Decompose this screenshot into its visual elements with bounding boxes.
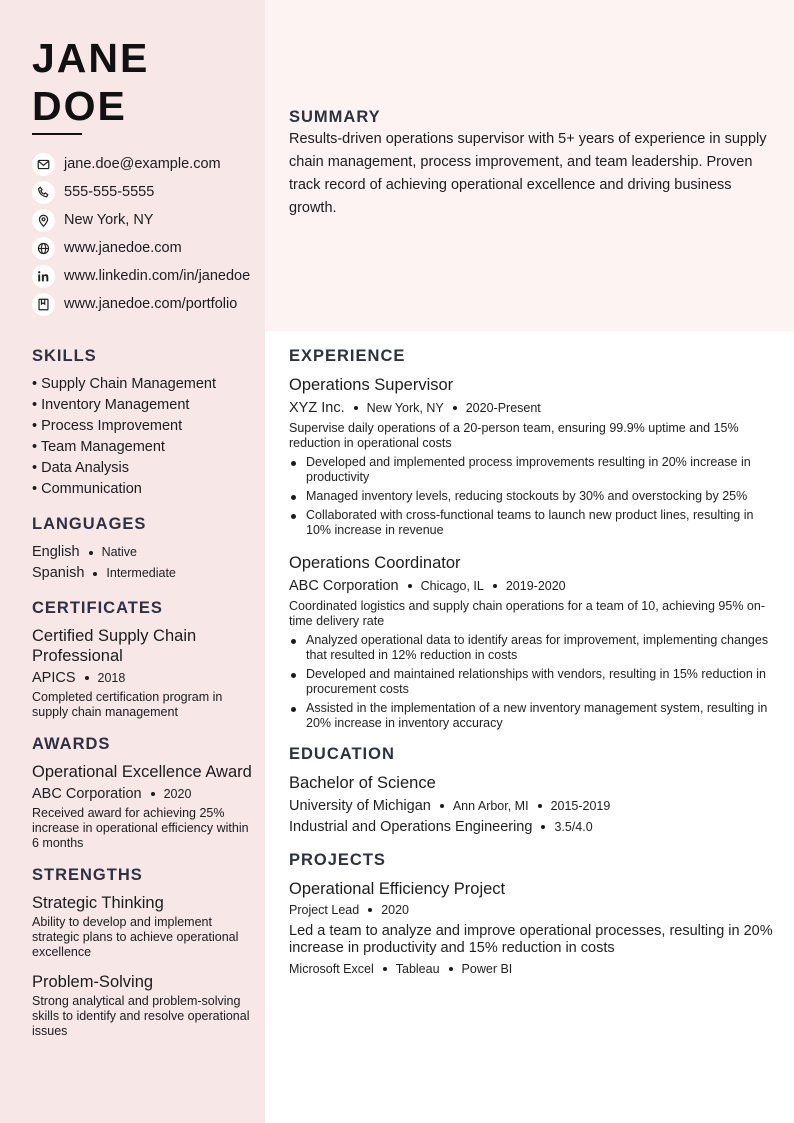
strength-description: Strong analytical and problem-solving skills to identify and resolve operational issues bbox=[32, 994, 250, 1038]
project-tool: Microsoft Excel bbox=[289, 962, 374, 976]
separator-dot bbox=[368, 908, 372, 912]
language-item bbox=[32, 563, 257, 584]
certificate-issuer: APICS bbox=[32, 670, 76, 686]
skills-heading: SKILLS bbox=[32, 347, 97, 365]
separator-dot bbox=[354, 406, 358, 410]
contact-text: 555-555-5555 bbox=[64, 184, 155, 200]
contact-text: jane.doe@example.com bbox=[64, 156, 221, 172]
job-dates: 2019-2020 bbox=[505, 579, 566, 593]
phone-icon bbox=[32, 181, 55, 204]
language-name: English bbox=[32, 544, 80, 560]
separator-dot bbox=[408, 584, 412, 588]
certificates-heading: CERTIFICATES bbox=[32, 599, 163, 617]
education-field: Industrial and Operations Engineering bbox=[289, 819, 533, 835]
project-year: 2020 bbox=[381, 903, 409, 917]
job-company: ABC Corporation bbox=[289, 578, 399, 594]
full-name bbox=[32, 34, 149, 130]
project-tool: Power BI bbox=[461, 962, 513, 976]
globe-icon bbox=[32, 237, 55, 260]
experience-heading: EXPERIENCE bbox=[289, 347, 406, 365]
education-heading: EDUCATION bbox=[289, 745, 395, 763]
job-location: Chicago, IL bbox=[420, 579, 484, 593]
contact-text: www.janedoe.com bbox=[64, 240, 182, 256]
job-bullet: Managed inventory levels, reducing stockouts by 30% and overstocking by 25% bbox=[289, 489, 774, 504]
award-description: Received award for achieving 25% increase in operational efficiency within 6 months bbox=[32, 806, 249, 850]
education-school: University of Michigan bbox=[289, 798, 431, 814]
projects-section bbox=[289, 851, 774, 979]
projects-heading: PROJECTS bbox=[289, 851, 386, 869]
project-tools bbox=[289, 959, 774, 979]
certificate-description: Completed certification program in supply chain management bbox=[32, 690, 223, 719]
skills-section bbox=[32, 347, 257, 500]
contact-list bbox=[32, 150, 250, 318]
job-dates: 2020-Present bbox=[465, 401, 541, 415]
awards-heading: AWARDS bbox=[32, 735, 111, 753]
language-level: Native bbox=[101, 545, 137, 559]
skill-item: • Data Analysis bbox=[32, 460, 129, 476]
job-bullet: Analyzed operational data to identify areas for improvement, implementing changes that resulted in 12% reduction in costs bbox=[289, 633, 774, 663]
education-section bbox=[289, 745, 774, 837]
certificates-section bbox=[32, 599, 257, 720]
award-year: 2020 bbox=[163, 787, 192, 801]
separator-dot bbox=[538, 804, 542, 808]
separator-dot bbox=[383, 967, 387, 971]
mail-icon bbox=[32, 153, 55, 176]
job-entry bbox=[289, 374, 774, 538]
education-location: Ann Arbor, MI bbox=[452, 799, 529, 813]
experience-section bbox=[289, 347, 774, 731]
strength-description: Ability to develop and implement strategic plans to achieve operational excellence bbox=[32, 915, 239, 959]
job-title: Operations Supervisor bbox=[289, 376, 454, 394]
separator-dot bbox=[453, 406, 457, 410]
strength-name: Strategic Thinking bbox=[32, 894, 164, 912]
language-item bbox=[32, 542, 257, 563]
project-role: Project Lead bbox=[289, 903, 360, 917]
education-gpa: 3.5/4.0 bbox=[554, 820, 593, 834]
contact-text: New York, NY bbox=[64, 212, 154, 228]
separator-dot bbox=[493, 584, 497, 588]
job-location: New York, NY bbox=[366, 401, 444, 415]
separator-dot bbox=[440, 804, 444, 808]
skill-item: • Inventory Management bbox=[32, 397, 190, 413]
strengths-section bbox=[32, 866, 257, 1039]
separator-dot bbox=[89, 551, 93, 555]
linkedin-icon bbox=[32, 265, 55, 288]
separator-dot bbox=[541, 825, 545, 829]
contact-email[interactable] bbox=[32, 150, 250, 178]
languages-section bbox=[32, 515, 257, 584]
award-meta bbox=[32, 784, 257, 804]
contact-text: www.linkedin.com/in/janedoe bbox=[64, 268, 251, 284]
separator-dot bbox=[449, 967, 453, 971]
project-meta bbox=[289, 900, 774, 920]
project-tool: Tableau bbox=[395, 962, 440, 976]
project-name: Operational Efficiency Project bbox=[289, 880, 506, 898]
contact-portfolio[interactable] bbox=[32, 290, 250, 318]
skill-item: • Supply Chain Management bbox=[32, 376, 217, 392]
job-title: Operations Coordinator bbox=[289, 554, 461, 572]
contact-text: www.janedoe.com/portfolio bbox=[64, 296, 238, 312]
language-name: Spanish bbox=[32, 565, 85, 581]
contact-linkedin[interactable] bbox=[32, 262, 250, 290]
summary-heading: SUMMARY bbox=[289, 108, 381, 126]
job-entry bbox=[289, 552, 774, 731]
job-bullet: Developed and implemented process improvements resulting in 20% increase in productivity bbox=[289, 455, 774, 485]
first-name: JANE bbox=[32, 35, 150, 81]
languages-heading: LANGUAGES bbox=[32, 515, 147, 533]
location-pin-icon bbox=[32, 209, 55, 232]
education-meta bbox=[289, 796, 774, 816]
strength-name: Problem-Solving bbox=[32, 973, 154, 991]
contact-phone[interactable] bbox=[32, 178, 250, 206]
job-bullets bbox=[289, 455, 774, 538]
job-company: XYZ Inc. bbox=[289, 400, 345, 416]
name-divider bbox=[32, 133, 82, 135]
strengths-heading: STRENGTHS bbox=[32, 866, 143, 884]
certificate-name: Certified Supply Chain Professional bbox=[32, 627, 197, 665]
skill-item: • Team Management bbox=[32, 439, 165, 455]
summary-text: Results-driven operations supervisor with 5+ years of experience in supply chain management, process improvement, and team leadership. Proven track record of achieving operational excellence and driving business growth. bbox=[289, 131, 767, 216]
last-name: DOE bbox=[32, 83, 127, 129]
job-meta bbox=[289, 576, 774, 596]
awards-section bbox=[32, 735, 257, 851]
job-bullet: Assisted in the implementation of a new inventory management system, resulting in 20% increase in inventory accuracy bbox=[289, 701, 774, 731]
project-description: Led a team to analyze and improve operational processes, resulting in 20% increase in productivity and 15% reduction in costs bbox=[289, 923, 773, 956]
certificate-meta bbox=[32, 668, 257, 688]
education-dates: 2015-2019 bbox=[550, 799, 611, 813]
separator-dot bbox=[85, 676, 89, 680]
contact-website[interactable] bbox=[32, 234, 250, 262]
bookmark-icon bbox=[32, 293, 55, 316]
job-description: Supervise daily operations of a 20-person team, ensuring 99.9% uptime and 15% reduction in operational costs bbox=[289, 421, 739, 450]
certificate-year: 2018 bbox=[97, 671, 126, 685]
job-description: Coordinated logistics and supply chain operations for a team of 10, achieving 95% on-time delivery rate bbox=[289, 599, 765, 628]
job-bullet: Collaborated with cross-functional teams to launch new product lines, resulting in 10% increase in revenue bbox=[289, 508, 774, 538]
skill-item: • Process Improvement bbox=[32, 418, 183, 434]
job-bullet: Developed and maintained relationships with vendors, resulting in 15% reduction in procurement costs bbox=[289, 667, 774, 697]
skill-item: • Communication bbox=[32, 481, 142, 497]
education-field-row bbox=[289, 817, 774, 837]
language-level: Intermediate bbox=[106, 566, 176, 580]
summary-section bbox=[289, 108, 774, 220]
sidebar-content bbox=[32, 347, 257, 1054]
job-bullets bbox=[289, 633, 774, 731]
job-meta bbox=[289, 398, 774, 418]
separator-dot bbox=[93, 572, 97, 576]
award-issuer: ABC Corporation bbox=[32, 786, 142, 802]
separator-dot bbox=[151, 792, 155, 796]
education-degree: Bachelor of Science bbox=[289, 774, 436, 792]
main-content bbox=[289, 347, 774, 993]
contact-location bbox=[32, 206, 250, 234]
award-name: Operational Excellence Award bbox=[32, 763, 252, 781]
